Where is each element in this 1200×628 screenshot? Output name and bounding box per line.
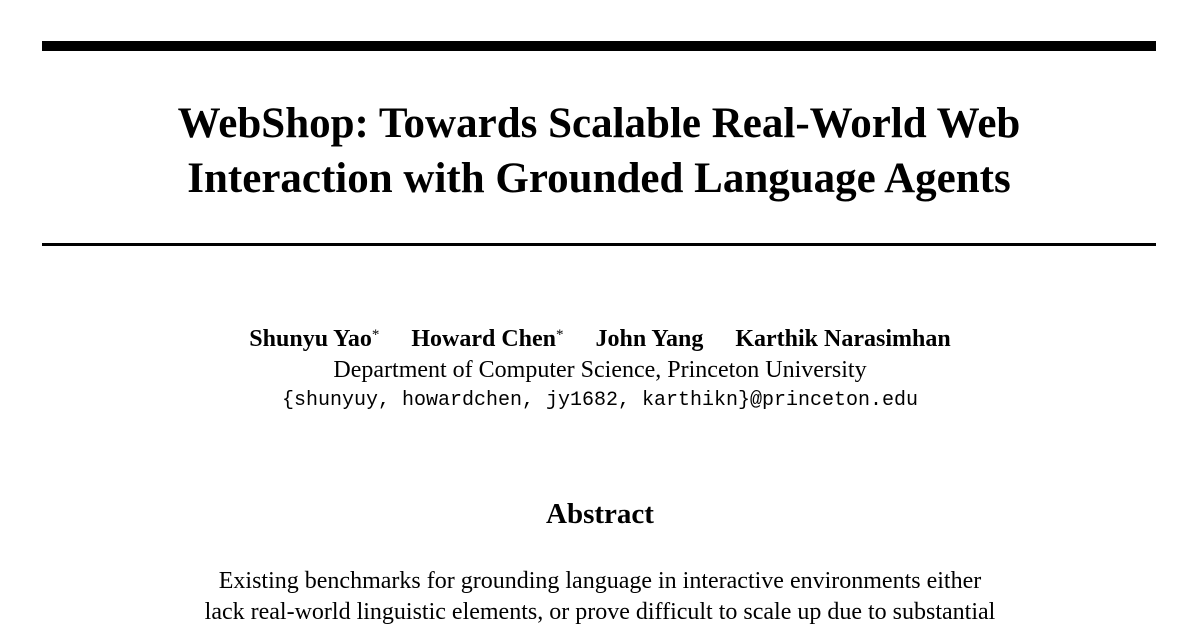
top-rule xyxy=(42,41,1156,51)
title-line: WebShop: Towards Scalable Real-World Web xyxy=(177,100,1021,147)
affiliation: Department of Computer Science, Princeton University xyxy=(333,357,867,383)
title-bottom-rule xyxy=(42,243,1156,246)
author-name: John Yang xyxy=(595,326,704,352)
author-name: Shunyu Yao xyxy=(249,326,372,352)
author xyxy=(249,323,379,355)
author xyxy=(596,323,704,355)
author-mark: * xyxy=(556,327,564,343)
abstract-body xyxy=(130,566,1070,628)
author-emails: {shunyuy, howardchen, jy1682, karthikn}@princeton.edu xyxy=(281,389,919,412)
author-block xyxy=(0,323,1200,417)
abstract-line: lack real-world linguistic elements, or prove difficult to scale up due to substantial xyxy=(204,599,996,625)
author xyxy=(411,323,563,355)
title-line: Interaction with Grounded Language Agents xyxy=(187,155,1011,202)
author xyxy=(735,323,950,355)
author-list xyxy=(0,323,1200,355)
abstract-heading: Abstract xyxy=(546,498,654,530)
author-name: Howard Chen xyxy=(411,326,557,352)
author-name: Karthik Narasimhan xyxy=(735,326,951,352)
author-mark: * xyxy=(371,327,380,343)
abstract-line: Existing benchmarks for grounding language in interactive environments either xyxy=(218,568,982,594)
paper-title xyxy=(42,96,1156,206)
